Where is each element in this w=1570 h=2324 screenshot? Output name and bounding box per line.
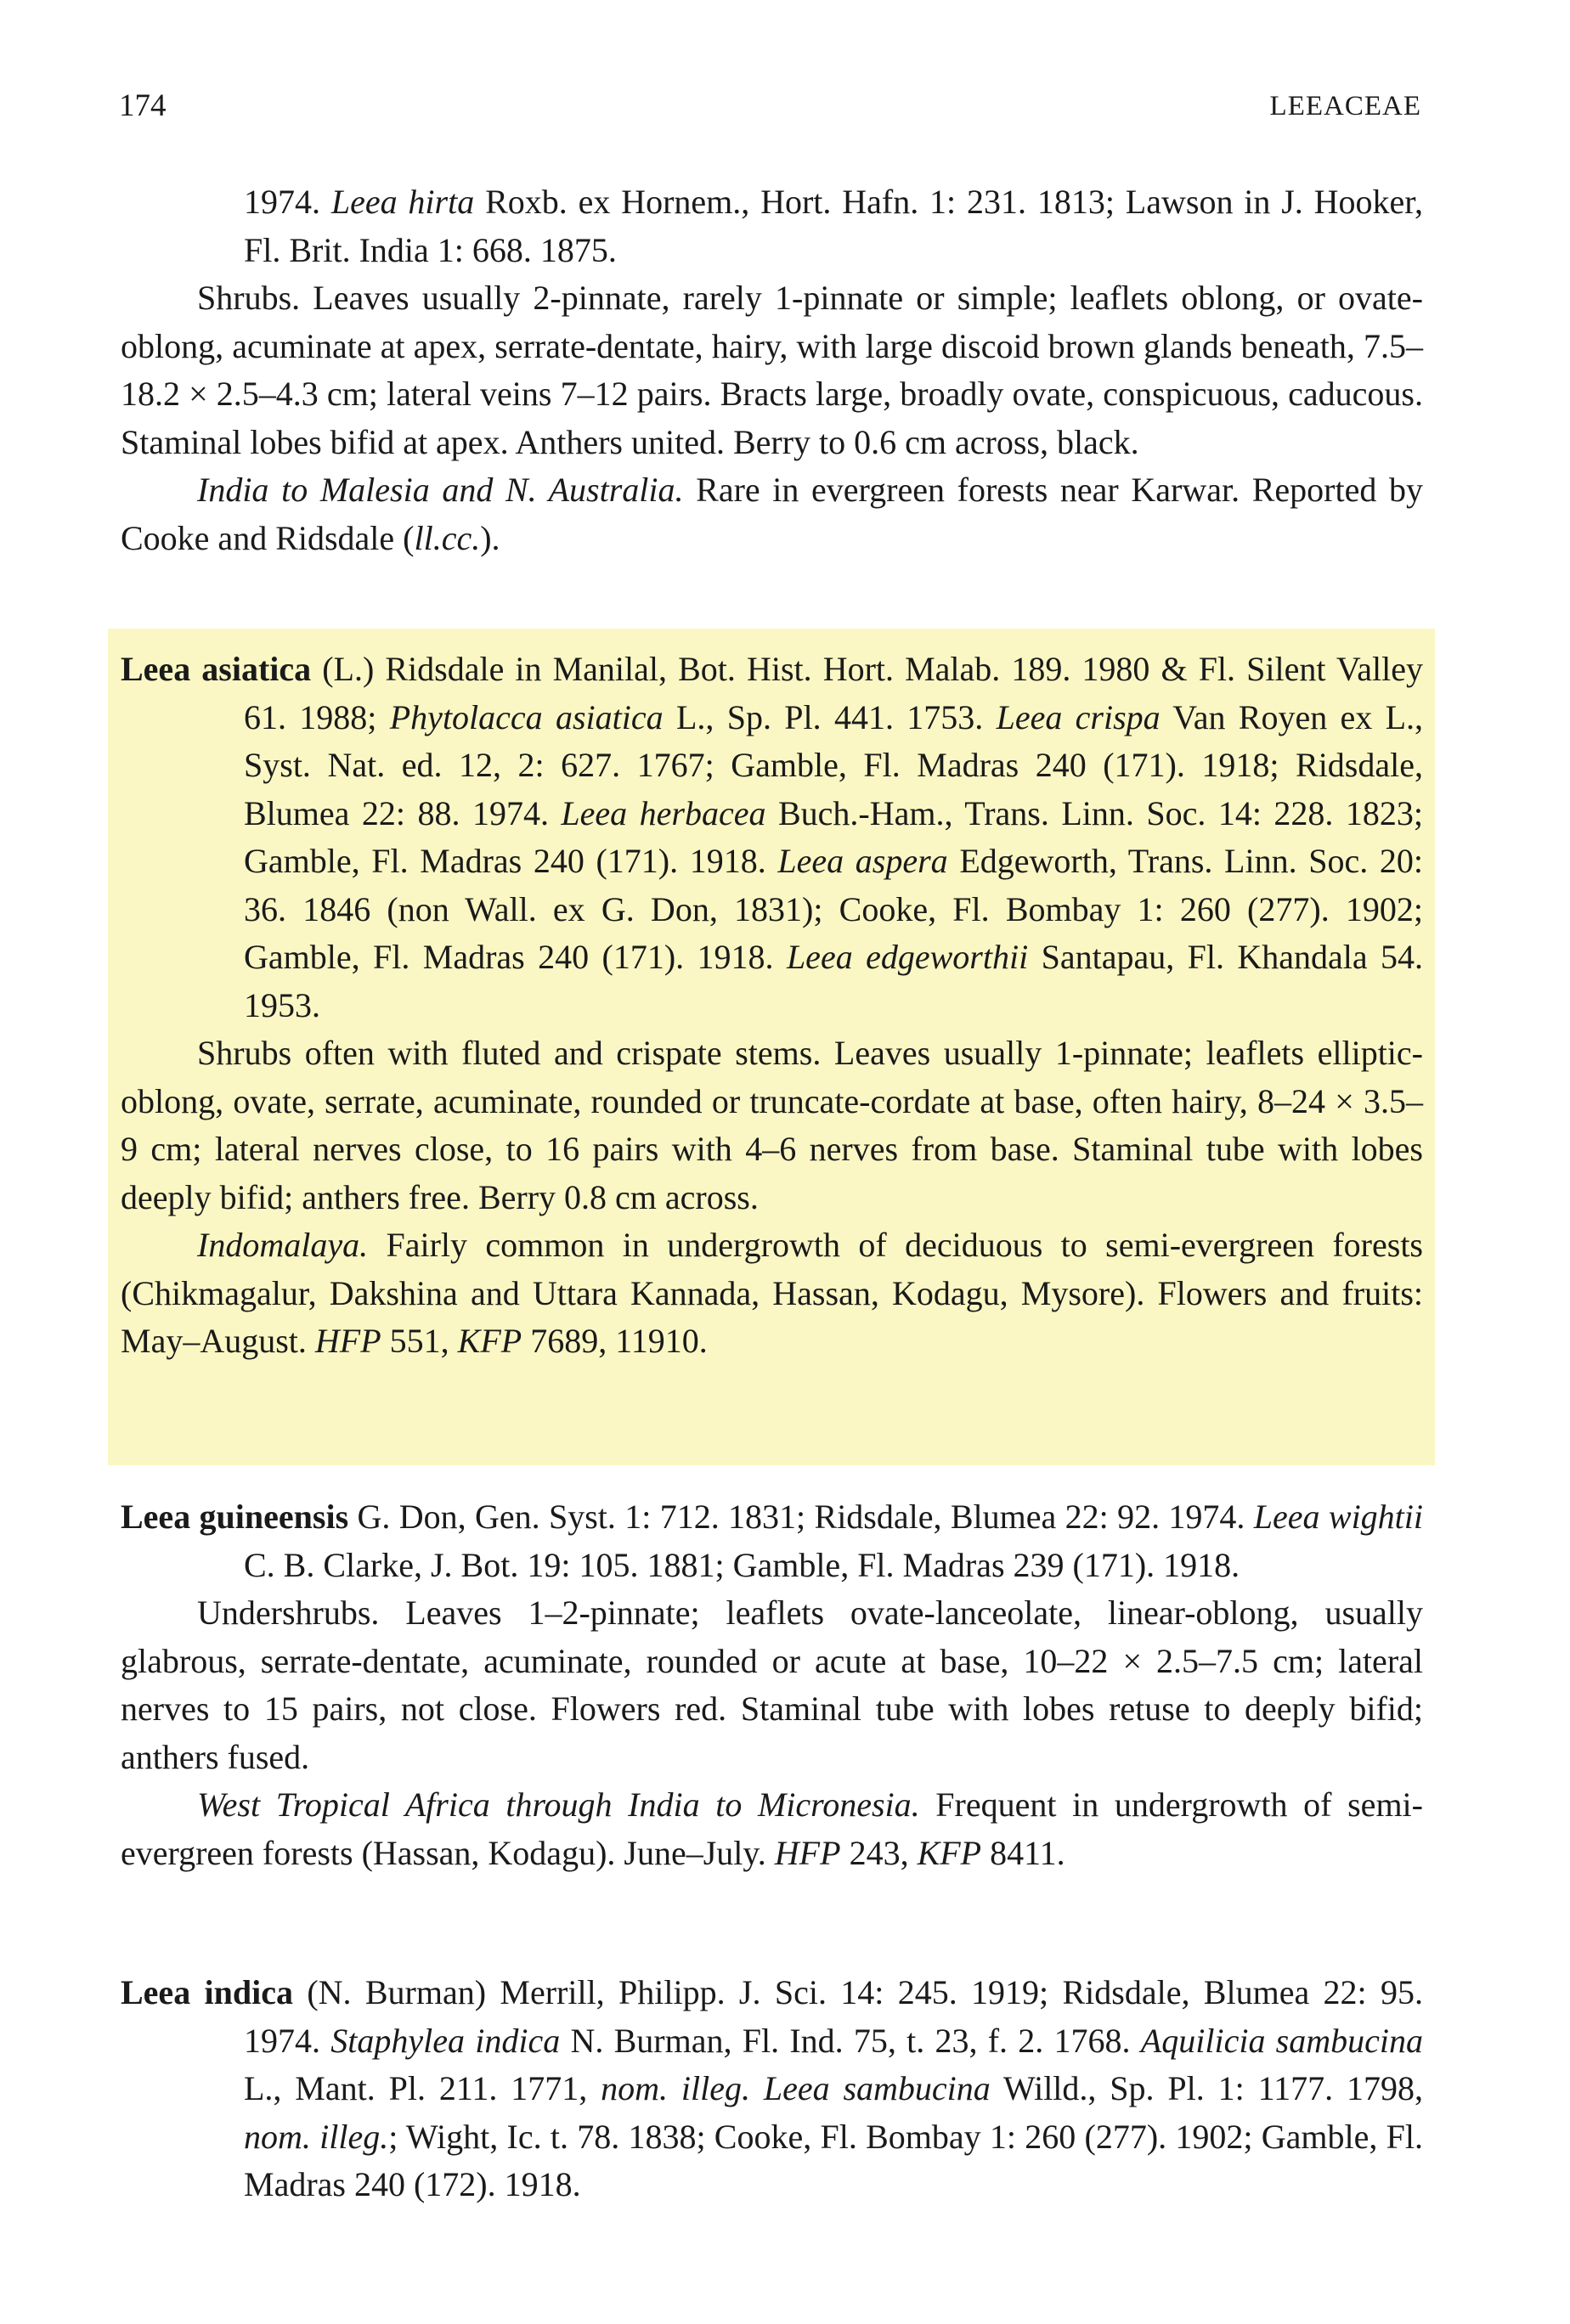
page-number: 174 bbox=[119, 88, 167, 123]
entry-leea-hirta bbox=[121, 178, 1423, 562]
entry-leea-asiatica bbox=[121, 646, 1423, 1366]
species-name: Leea indica bbox=[121, 1973, 293, 2011]
section-title: LEEACEAE bbox=[1269, 91, 1421, 121]
entry-leea-guineensis bbox=[121, 1493, 1423, 1877]
distribution: Indomalaya. Fairly common in undergrowth of deciduous to semi-evergreen forests (Chikmagalur, Dakshina and Uttara Kannada, Hassan, Kodagu, Mysore). Flowers and fruits: May–August. HFP 551, KFP 7689, 11910. bbox=[121, 1226, 1423, 1360]
species-name: Leea guineensis bbox=[121, 1498, 349, 1536]
description: Shrubs. Leaves usually 2-pinnate, rarely 1-pinnate or simple; leaflets oblong, or ovate-oblong, acuminate at apex, serrate-dentate, hairy, with large discoid brown glands beneath, 7.5–18.2 × 2.5–4.3 cm; lateral veins 7–12 pairs. Bracts large, broadly ovate, conspicuous, caducous. Staminal lobes bifid at apex. Anthers united. Berry to 0.6 cm across, black. bbox=[121, 279, 1423, 461]
citation: 1974. Leea hirta Roxb. ex Hornem., Hort. Hafn. 1: 231. 1813; Lawson in J. Hooker, Fl. Brit. India 1: 668. 1875. bbox=[244, 183, 1424, 269]
entry-leea-indica bbox=[121, 1969, 1423, 2209]
citation: Leea guineensis G. Don, Gen. Syst. 1: 712. 1831; Ridsdale, Blumea 22: 92. 1974. Leea wightii C. B. Clarke, J. Bot. 19: 105. 1881; Gamble, Fl. Madras 239 (171). 1918. bbox=[121, 1498, 1424, 1584]
distribution: West Tropical Africa through India to Micronesia. Frequent in undergrowth of semi-evergreen forests (Hassan, Kodagu). June–July. HFP 243, KFP 8411. bbox=[121, 1785, 1423, 1872]
description: Shrubs often with fluted and crispate stems. Leaves usually 1-pinnate; leaflets elliptic-oblong, ovate, serrate, acuminate, rounded or truncate-cordate at base, often hairy, 8–24 × 3.5–9 cm; lateral nerves close, to 16 pairs with 4–6 nerves from base. Staminal tube with lobes deeply bifid; anthers free. Berry 0.8 cm across. bbox=[121, 1034, 1423, 1216]
distribution: India to Malesia and N. Australia. Rare in evergreen forests near Karwar. Reported by Cooke and Ridsdale (ll.cc.). bbox=[121, 471, 1424, 557]
citation: Leea asiatica (L.) Ridsdale in Manilal, Bot. Hist. Hort. Malab. 189. 1980 & Fl. Silent Valley 61. 1988; Phytolacca asiatica L., Sp. Pl. 441. 1753. Leea crispa Van Royen ex L., Syst. Nat. ed. 12, 2: 627. 1767; Gamble, Fl. Madras 240 (171). 1918; Ridsdale, Blumea 22: 88. 1974. Leea herbacea Buch.-Ham., Trans. Linn. Soc. 14: 228. 1823; Gamble, Fl. Madras 240 (171). 1918. Leea aspera Edgeworth, Trans. Linn. Soc. 20: 36. 1846 (non Wall. ex G. Don, 1831); Cooke, Fl. Bombay 1: 260 (277). 1902; Gamble, Fl. Madras 240 (171). 1918. Leea edgeworthii Santapau, Fl. Khandala 54. 1953. bbox=[121, 650, 1424, 1024]
description: Undershrubs. Leaves 1–2-pinnate; leaflets ovate-lanceolate, linear-oblong, usually glabrous, serrate-dentate, acuminate, rounded or acute at base, 10–22 × 2.5–7.5 cm; lateral nerves to 15 pairs, not close. Flowers red. Staminal tube with lobes retuse to deeply bifid; anthers fused. bbox=[121, 1594, 1423, 1776]
citation: Leea indica (N. Burman) Merrill, Philipp. J. Sci. 14: 245. 1919; Ridsdale, Blumea 22: 95. 1974. Staphylea indica N. Burman, Fl. Ind. 75, t. 23, f. 2. 1768. Aquilicia sambucina L., Mant. Pl. 211. 1771, nom. illeg. Leea sambucina Willd., Sp. Pl. 1: 1177. 1798, nom. illeg.; Wight, Ic. t. 78. 1838; Cooke, Fl. Bombay 1: 260 (277). 1902; Gamble, Fl. Madras 240 (172). 1918. bbox=[121, 1973, 1424, 2203]
species-name: Leea asiatica bbox=[121, 650, 312, 688]
